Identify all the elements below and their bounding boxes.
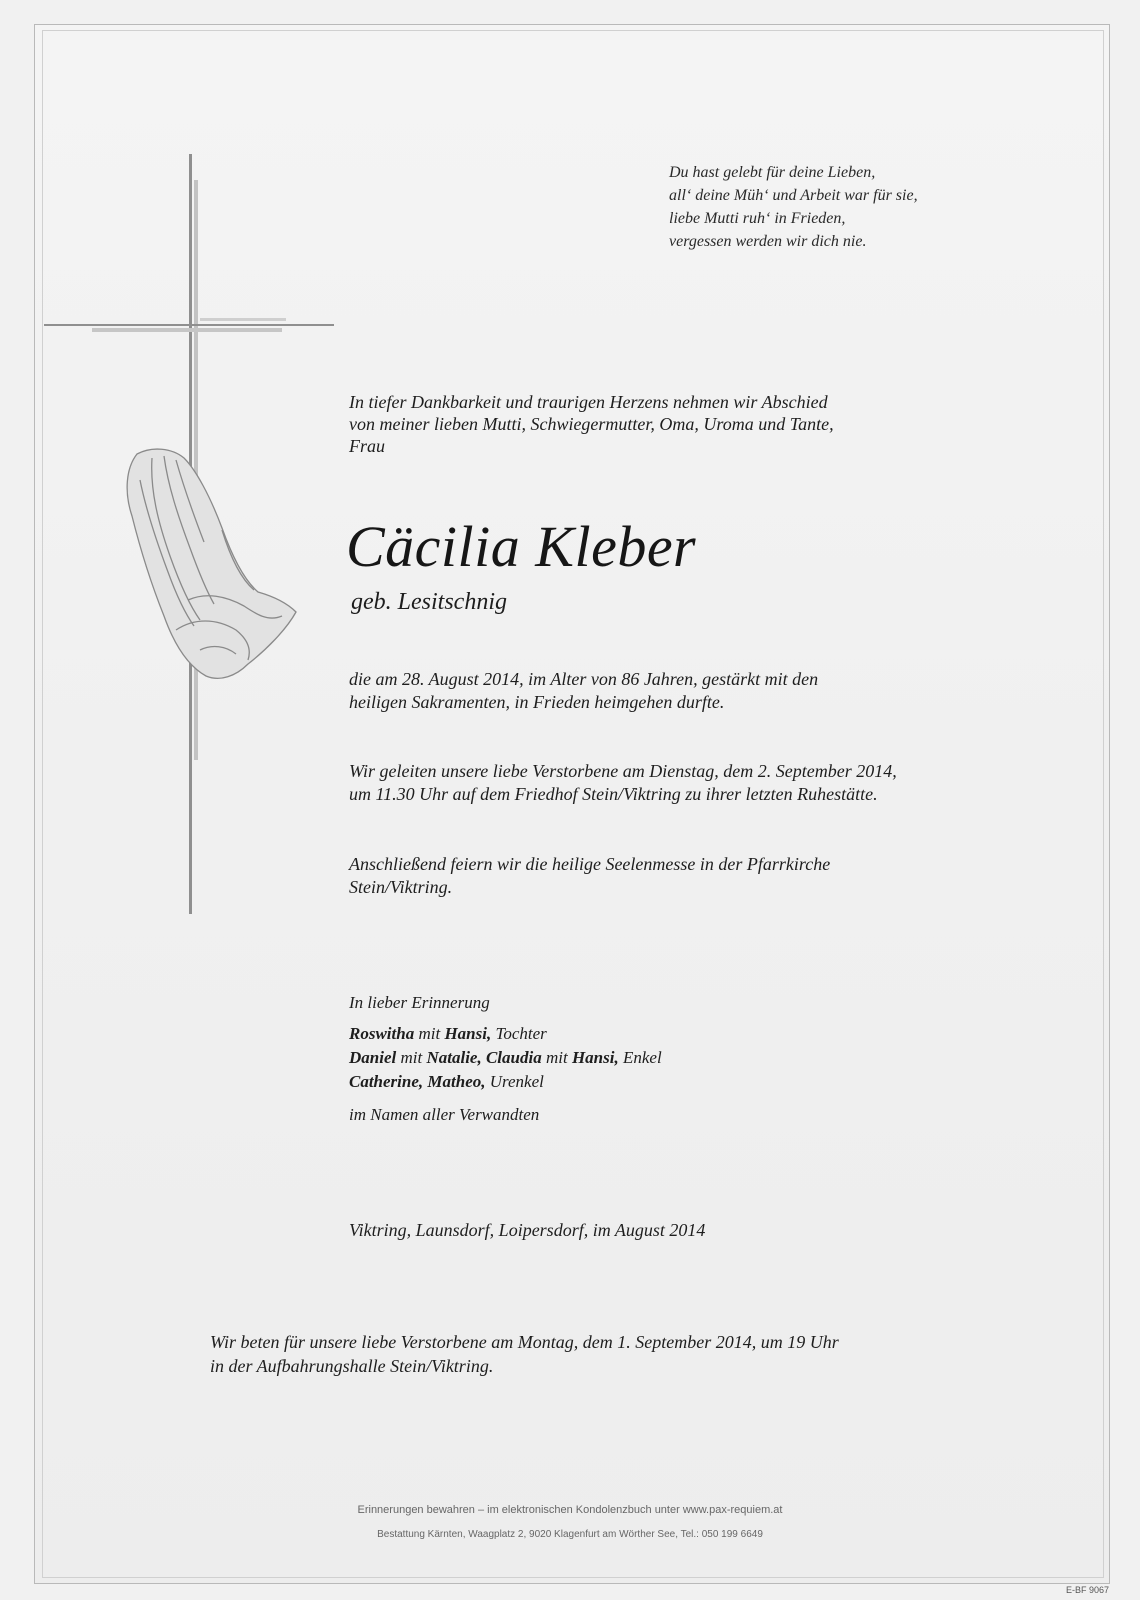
intro-paragraph — [349, 391, 989, 457]
motto-line: vergessen werden wir dich nie. — [669, 233, 867, 250]
signer-name: Hansi, — [571, 1048, 619, 1067]
signer-relation: Enkel — [618, 1048, 662, 1067]
prayer-line: in der Aufbahrungshalle Stein/Viktring. — [210, 1356, 494, 1376]
signer-name: Hansi, — [444, 1024, 492, 1043]
motto-line: all‘ deine Müh‘ und Arbeit war für sie, — [669, 187, 918, 204]
mass-paragraph — [349, 853, 989, 899]
prayer-line: Wir beten für unsere liebe Verstorbene am Montag, dem 1. September 2014, um 19 Uhr — [210, 1332, 839, 1352]
signer-name: Natalie, Claudia — [426, 1048, 542, 1067]
signer-name: Daniel — [349, 1048, 397, 1067]
mass-line: Stein/Viktring. — [349, 877, 453, 897]
place-date: Viktring, Launsdorf, Loipersdorf, im August 2014 — [349, 1220, 706, 1240]
motto-verse — [669, 161, 918, 253]
footer-address: Bestattung Kärnten, Waagplatz 2, 9020 Klagenfurt am Wörther See, Tel.: 050 199 6649 — [377, 1529, 763, 1540]
signer-line — [349, 1022, 662, 1046]
intro-line: In tiefer Dankbarkeit und traurigen Herzens nehmen wir Abschied — [349, 392, 828, 412]
footer-condolence-link: Erinnerungen bewahren – im elektronischen Kondolenzbuch unter www.pax-requiem.at — [357, 1504, 783, 1516]
signer-line — [349, 1046, 662, 1070]
intro-line: Frau — [349, 436, 385, 456]
funeral-line: um 11.30 Uhr auf dem Friedhof Stein/Viktring zu ihrer letzten Ruhestätte. — [349, 784, 878, 804]
death-line: heiligen Sakramenten, in Frieden heimgehen durfte. — [349, 692, 725, 712]
signer-connector: mit — [414, 1024, 445, 1043]
funeral-line: Wir geleiten unsere liebe Verstorbene am Dienstag, dem 2. September 2014, — [349, 761, 897, 781]
death-line: die am 28. August 2014, im Alter von 86 Jahren, gestärkt mit den — [349, 669, 819, 689]
relatives-closing: im Namen aller Verwandten — [349, 1105, 540, 1124]
motto-line: Du hast gelebt für deine Lieben, — [669, 164, 876, 181]
intro-line: von meiner lieben Mutti, Schwiegermutter, Oma, Uroma und Tante, — [349, 414, 834, 434]
motto-line: liebe Mutti ruh‘ in Frieden, — [669, 210, 846, 227]
signer-relation: Urenkel — [485, 1072, 544, 1091]
signer-name: Roswitha — [349, 1024, 415, 1043]
signer-name: Catherine, Matheo, — [349, 1072, 486, 1091]
document-code: E-BF 9067 — [1066, 1585, 1110, 1595]
signers-list — [349, 1022, 662, 1094]
deceased-name: Cäcilia Kleber — [346, 514, 697, 579]
mass-line: Anschließend feiern wir die heilige Seelenmesse in der Pfarrkirche — [349, 854, 831, 874]
maiden-name: geb. Lesitschnig — [351, 589, 507, 615]
memory-heading: In lieber Erinnerung — [349, 993, 490, 1012]
signer-connector: mit — [541, 1048, 572, 1067]
prayer-paragraph — [210, 1330, 970, 1378]
funeral-paragraph — [349, 760, 1009, 806]
signer-line — [349, 1070, 662, 1094]
death-paragraph — [349, 668, 989, 714]
signer-relation: Tochter — [491, 1024, 547, 1043]
signer-connector: mit — [396, 1048, 427, 1067]
